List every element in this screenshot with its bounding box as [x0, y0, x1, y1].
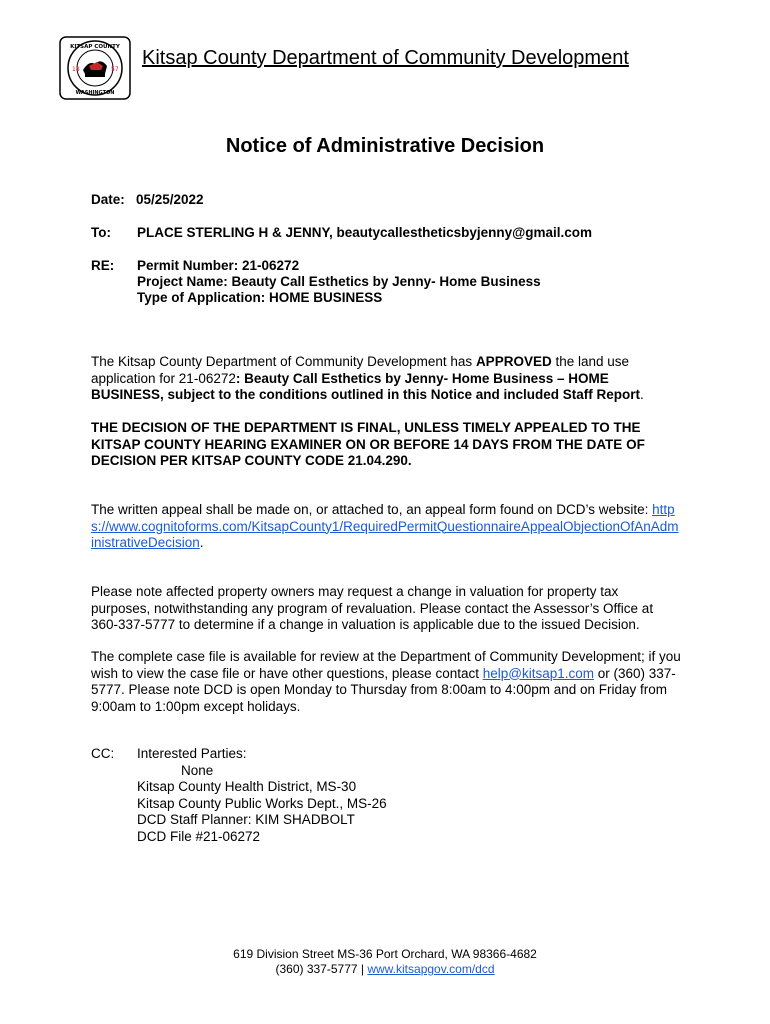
- seal-left-year: 18: [72, 66, 80, 73]
- to-value: PLACE STERLING H & JENNY, beautycallestheticsbyjenny@gmail.com: [137, 225, 593, 240]
- cc-item: DCD Staff Planner: KIM SHADBOLT: [137, 812, 355, 827]
- project-name: Project Name: Beauty Call Esthetics by Jenny- Home Business: [137, 274, 541, 289]
- to-label: To:: [91, 225, 111, 240]
- approval-text-a: The Kitsap County Department of Community Development has: [91, 354, 476, 369]
- appeal-form-link[interactable]: https://www.cognitoforms.com/KitsapCounty1/RequiredPermitQuestionnaireAppealObjectionOfAnAdministrativeDecision: [91, 502, 679, 550]
- approval-text-e: .: [640, 387, 644, 402]
- approval-project: : Beauty Call Esthetics by Jenny- Home Business – HOME BUSINESS, subject to the conditions outlined in this Notice and included Staff Report: [91, 370, 641, 402]
- date-value: 05/25/2022: [136, 192, 204, 207]
- footer-address: 619 Division Street MS-36 Port Orchard, WA 98366-4682: [233, 947, 537, 961]
- appeal-end: .: [199, 535, 204, 550]
- approval-text-c: the land use application for 21-06272: [91, 354, 630, 386]
- date-label: Date:: [91, 192, 125, 207]
- appeal-text: The written appeal shall be made on, or attached to, an appeal form found on DCD’s website:: [91, 502, 653, 517]
- cc-item: Kitsap County Health District, MS-30: [137, 779, 357, 794]
- footer-separator: |: [357, 962, 368, 976]
- seal-graphic: [59, 36, 131, 100]
- approved-word: APPROVED: [475, 354, 552, 369]
- seal-right-year: 57: [111, 66, 119, 73]
- kitsap-county-seal-icon: [59, 36, 131, 100]
- seal-bottom-text: WASHINGTON: [75, 90, 115, 96]
- cc-heading: Interested Parties:: [137, 746, 247, 761]
- cc-list: [137, 746, 387, 845]
- application-type: Type of Application: HOME BUSINESS: [137, 290, 383, 305]
- seal-top-text: KITSAP COUNTY: [70, 44, 120, 50]
- casefile-text-b: or (360) 337-5777. Please note DCD is open Monday to Thursday from 8:00am to 4:00pm and on Friday from 9:00am to 1:00pm except holidays.: [91, 665, 676, 714]
- approval-paragraph: [91, 354, 681, 404]
- cc-none: None: [181, 762, 214, 778]
- cc-label: CC:: [91, 746, 115, 761]
- re-label: RE:: [91, 258, 115, 273]
- cc-item: DCD File #21-06272: [137, 828, 261, 844]
- footer: [0, 947, 770, 977]
- permit-number: Permit Number: 21-06272: [137, 258, 300, 273]
- re-block: [137, 258, 541, 306]
- casefile-text-a: The complete case file is available for review at the Department of Community Development; if you wish to view the case file or have other questions, please contact: [91, 649, 681, 681]
- help-email-link[interactable]: help@kitsap1.com: [482, 665, 594, 681]
- organization-name: Kitsap County Department of Community Development: [142, 47, 629, 69]
- appeal-paragraph: [91, 502, 681, 552]
- decision-paragraph: THE DECISION OF THE DEPARTMENT IS FINAL, UNLESS TIMELY APPEALED TO THE KITSAP COUNTY HEARING EXAMINER ON OR BEFORE 14 DAYS FROM THE DATE OF DECISION PER KITSAP COUNTY CODE 21.04.290.: [91, 420, 645, 468]
- footer-phone: (360) 337-5777: [275, 962, 358, 976]
- valuation-paragraph: Please note affected property owners may request a change in valuation for property tax purposes, notwithstanding any program of revaluation. Please contact the Assessor’s Office at 360-337-5777 to determine if a change in valuation is applicable due to the issued Decision.: [91, 584, 654, 632]
- page-title: Notice of Administrative Decision: [225, 135, 545, 157]
- footer-contact: [0, 962, 770, 977]
- casefile-paragraph: [91, 649, 681, 715]
- cc-item: Kitsap County Public Works Dept., MS-26: [137, 795, 387, 811]
- footer-website-link[interactable]: www.kitsapgov.com/dcd: [367, 962, 495, 976]
